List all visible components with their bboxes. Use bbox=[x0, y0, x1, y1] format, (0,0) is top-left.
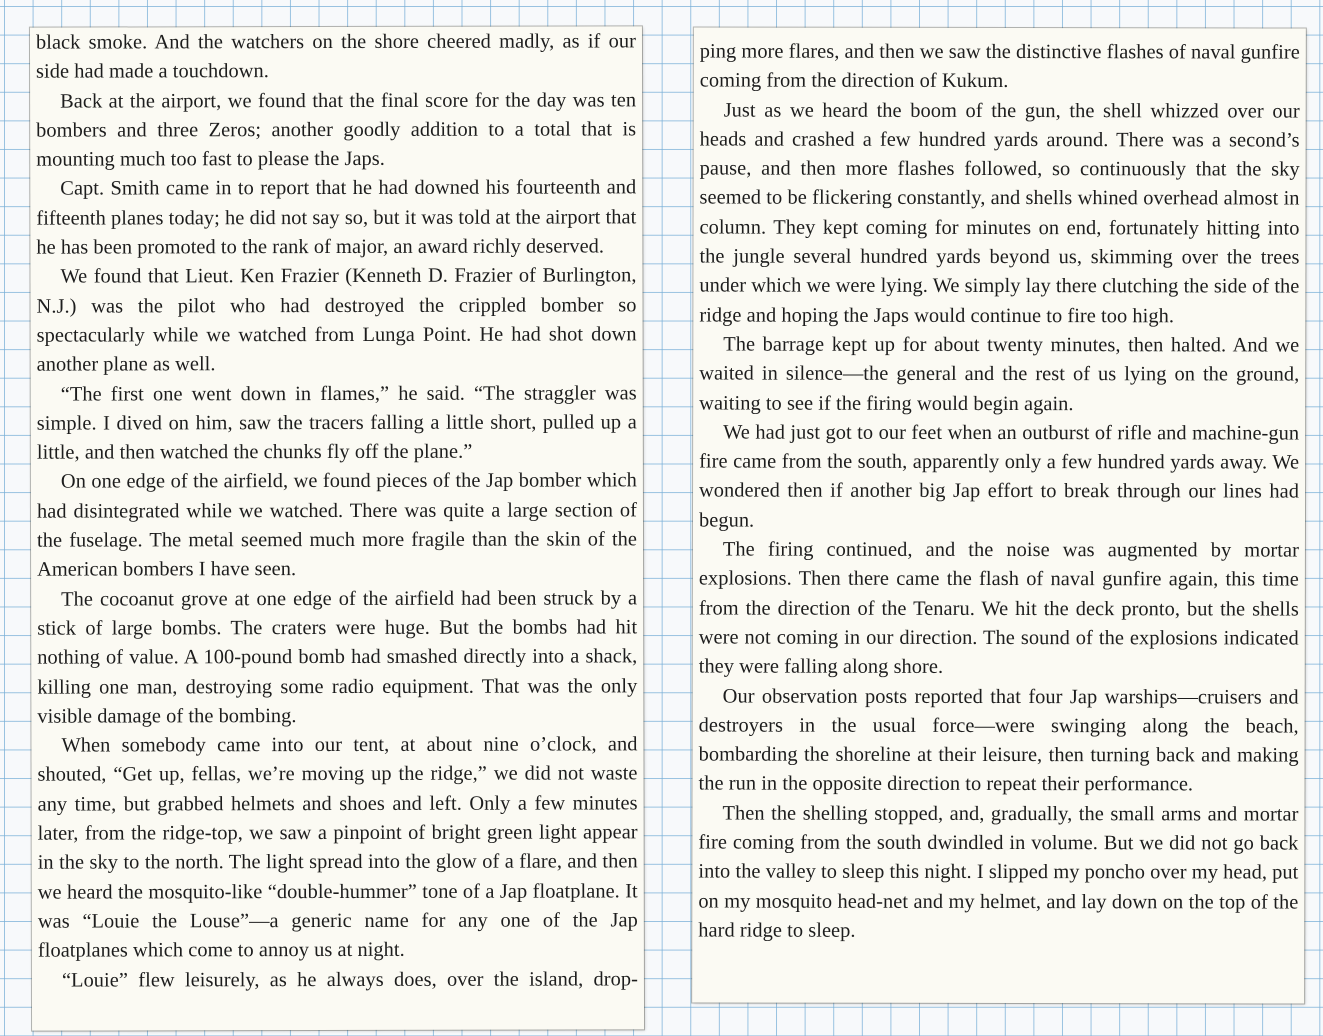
paragraph: The firing continued, and the noise was augmented by mortar explosions. Then there came the flash of naval gunfire again, this time from the direction of the Tenaru. We hit the deck pronto, but the shells were not coming in our direction. The sound of the explosions indicated they were falling along shore. bbox=[698, 538, 1299, 679]
paragraph: Then the shelling stopped, and, gradually, the small arms and mortar fire coming from the south dwindled in volume. But we did not go back into the valley to sleep this night. I slipped my poncho over my head, put on my mosquito head-net and my helmet, and lay down on the top of the hard ridge to sleep. bbox=[698, 802, 1299, 942]
paragraph: “The first one went down in flames,” he said. “The straggler was simple. I dived on him, saw the tracers falling a little short, pulled up a little, and then watched the chunks fly off the plane.” bbox=[36, 381, 637, 464]
left-page-clipping bbox=[30, 26, 644, 1030]
paragraph: Just as we heard the boom of the gun, the shell whizzed over our heads and crashed a few hundred yards around. There was a second’s pause, and then more flashes followed, so continuously that the sky seemed to be flickering constantly, and shells whined overhead almost in column. They kept coming for minutes on end, fortunately hitting into the jungle several hundred yards beyond us, skimming over the trees under which we were lying. We simply lay there clutching the side of the ridge and hoping the Japs would continue to fire too high. bbox=[699, 99, 1300, 327]
paragraph: Back at the airport, we found that the final score for the day was ten bombers and three Zeros; another goodly addition to a total that is mounting much too fast to please the Japs. bbox=[36, 88, 637, 171]
paragraph: The barrage kept up for about twenty minutes, then halted. And we waited in silence—the general and the rest of us lying on the ground, waiting to see if the firing would begin again. bbox=[699, 333, 1300, 415]
paragraph: Capt. Smith came in to report that he had downed his fourteenth and fifteenth planes today; he did not say so, but it was told at the airport that he has been promoted to the rank of major, an award richly deserved. bbox=[36, 176, 637, 259]
paragraph: We had just got to our feet when an outburst of rifle and machine-gun fire came from the south, apparently only a few hundred yards away. We wondered then if another big Jap effort to break through our lines had begun. bbox=[698, 421, 1300, 532]
paragraph: black smoke. And the watchers on the shore cheered madly, as if our side had made a touchdown. bbox=[35, 30, 637, 83]
paragraph: When somebody came into our tent, at about nine o’clock, and shouted, “Get up, fellas, we’re moving up the ridge,” we did not waste any time, but grabbed helmets and shoes and left. Only a few minutes later, from the ridge-top, we saw a pinpoint of bright green light appear in the sky to the north. The light spread into the glow of a flare, and then we heard the mosquito-like “double-hummer” tone of a Jap floatplane. It was “Louie the Louse”—a generic name for any one of the Jap floatplanes which come to annoy us at night. bbox=[37, 733, 638, 962]
paragraph: On one edge of the airfield, we found pieces of the Jap bomber which had disintegrated while we watched. There was quite a large section of the fuselage. The metal seemed much more fragile than the skin of the American bombers I have seen. bbox=[36, 469, 638, 581]
right-column-text bbox=[698, 37, 1300, 946]
left-column-text bbox=[36, 27, 638, 995]
paragraph: Our observation posts reported that four Jap warships—cruisers and destroyers in the usual force—were swinging along the beach, bombarding the shoreline at their leisure, then turning back and making the run in the opposite direction to repeat their performance. bbox=[698, 685, 1299, 796]
paragraph: The cocoanut grove at one edge of the airfield had been struck by a stick of large bombs. The craters were huge. But the bombs had hit nothing of value. A 100-pound bomb had smashed directly into a shack, killing one man, destroying some radio equipment. That was the only visible damage of the bombing. bbox=[37, 587, 638, 728]
paragraph: ping more flares, and then we saw the distinctive flashes of naval gunfire coming from the direction of Kukum. bbox=[699, 40, 1300, 93]
paragraph: “Louie” flew leisurely, as he always does, over the island, drop- bbox=[61, 967, 638, 992]
paragraph: We found that Lieut. Ken Frazier (Kenneth D. Frazier of Burlington, N.J.) was the pilot who had destroyed the crippled bomber so spectacularly while we watched from Lunga Point. He had shot down another plane as well. bbox=[36, 264, 637, 376]
right-page-clipping bbox=[692, 27, 1306, 1003]
